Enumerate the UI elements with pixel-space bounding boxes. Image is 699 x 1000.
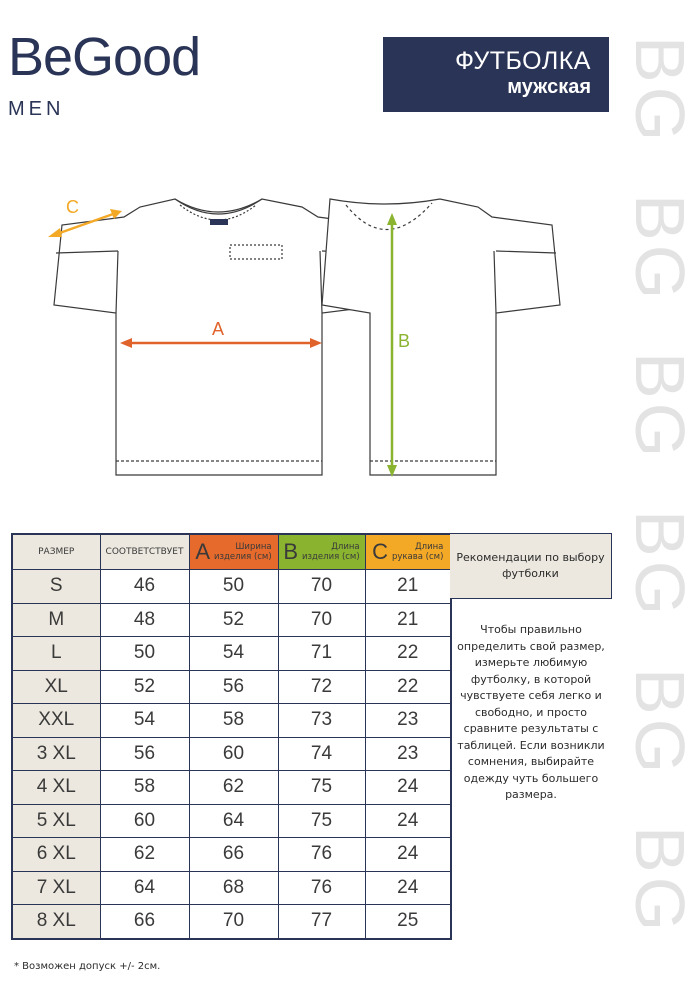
- sleeve-cell: 21: [365, 603, 451, 637]
- recommendations-heading: Рекомендации по выбору футболки: [450, 533, 612, 599]
- header-width: [189, 534, 278, 570]
- size-cell: 3 XL: [12, 737, 100, 771]
- label-c: C: [66, 197, 79, 217]
- equivalent-cell: 50: [100, 637, 189, 671]
- table-row: [12, 871, 451, 905]
- equivalent-cell: 66: [100, 905, 189, 939]
- table-row: [12, 838, 451, 872]
- watermark-text: BG: [621, 352, 699, 462]
- label-b: B: [398, 331, 411, 351]
- equivalent-cell: 60: [100, 804, 189, 838]
- width-cell: 64: [189, 804, 278, 838]
- brand-logo: BeGood: [8, 27, 201, 87]
- equivalent-cell: 62: [100, 838, 189, 872]
- size-table: [11, 533, 452, 940]
- sleeve-cell: 24: [365, 771, 451, 805]
- table-row: [12, 804, 451, 838]
- width-cell: 54: [189, 637, 278, 671]
- header-c-text2: рукава (см): [391, 552, 444, 562]
- length-cell: 70: [278, 603, 365, 637]
- size-cell: L: [12, 637, 100, 671]
- sleeve-cell: 24: [365, 838, 451, 872]
- sleeve-cell: 23: [365, 737, 451, 771]
- length-cell: 71: [278, 637, 365, 671]
- width-cell: 50: [189, 570, 278, 604]
- width-cell: 60: [189, 737, 278, 771]
- table-row: [12, 637, 451, 671]
- watermark-text: BG: [621, 826, 699, 936]
- equivalent-cell: 58: [100, 771, 189, 805]
- length-cell: 74: [278, 737, 365, 771]
- header-length: [278, 534, 365, 570]
- size-cell: S: [12, 570, 100, 604]
- length-cell: 77: [278, 905, 365, 939]
- size-cell: XXL: [12, 704, 100, 738]
- header-a-letter: A: [195, 539, 211, 564]
- table-row: [12, 771, 451, 805]
- length-cell: 75: [278, 804, 365, 838]
- size-cell: 4 XL: [12, 771, 100, 805]
- width-cell: 62: [189, 771, 278, 805]
- sleeve-cell: 24: [365, 804, 451, 838]
- sleeve-cell: 24: [365, 871, 451, 905]
- length-cell: 73: [278, 704, 365, 738]
- equivalent-cell: 64: [100, 871, 189, 905]
- width-cell: 58: [189, 704, 278, 738]
- tshirt-diagram: [40, 185, 570, 485]
- table-row: [12, 704, 451, 738]
- header-a-text2: изделия (см): [214, 552, 272, 562]
- equivalent-cell: 54: [100, 704, 189, 738]
- recommendations-text: Чтобы правильно определить свой размер, измерьте любимую футболку, в которой чувствуете себя легко и свободно, и просто сравните результаты с таблицей. Если возникли сомнения, выбирайте одежду чуть большего размера.: [457, 623, 605, 801]
- watermark-text: BG: [621, 510, 699, 620]
- sleeve-cell: 22: [365, 637, 451, 671]
- table-row: [12, 570, 451, 604]
- table-row: [12, 737, 451, 771]
- table-row: [12, 905, 451, 939]
- watermark-text: BG: [621, 668, 699, 778]
- sleeve-cell: 25: [365, 905, 451, 939]
- header-sleeve: [365, 534, 451, 570]
- size-cell: 6 XL: [12, 838, 100, 872]
- header-a-text1: Ширина: [235, 542, 272, 552]
- length-cell: 76: [278, 838, 365, 872]
- length-cell: 72: [278, 670, 365, 704]
- product-title: ФУТБОЛКА: [455, 47, 591, 75]
- sleeve-cell: 22: [365, 670, 451, 704]
- equivalent-cell: 48: [100, 603, 189, 637]
- header-b-letter: B: [283, 539, 299, 564]
- watermark-text: BG: [621, 36, 699, 146]
- table-header-row: [12, 534, 451, 570]
- size-cell: XL: [12, 670, 100, 704]
- header-size: РАЗМЕР: [12, 534, 100, 570]
- equivalent-cell: 56: [100, 737, 189, 771]
- equivalent-cell: 46: [100, 570, 189, 604]
- size-cell: 8 XL: [12, 905, 100, 939]
- length-cell: 76: [278, 871, 365, 905]
- footnote: * Возможен допуск +/- 2см.: [14, 961, 161, 972]
- size-cell: 7 XL: [12, 871, 100, 905]
- sleeve-cell: 21: [365, 570, 451, 604]
- brand-line: MEN: [8, 98, 65, 120]
- tshirt-back: [322, 199, 560, 475]
- product-title-box: [383, 37, 609, 112]
- size-cell: 5 XL: [12, 804, 100, 838]
- header-b-text1: Длина: [331, 542, 360, 552]
- watermark-text: BG: [621, 194, 699, 304]
- label-a: A: [212, 319, 225, 339]
- header-c-text1: Длина: [415, 542, 444, 552]
- length-cell: 75: [278, 771, 365, 805]
- header-c-letter: C: [372, 539, 388, 564]
- header-equivalent: СООТВЕТСТВУЕТ: [100, 534, 189, 570]
- header-b-text2: изделия (см): [302, 552, 360, 562]
- sleeve-cell: 23: [365, 704, 451, 738]
- equivalent-cell: 52: [100, 670, 189, 704]
- width-cell: 56: [189, 670, 278, 704]
- length-cell: 70: [278, 570, 365, 604]
- width-cell: 70: [189, 905, 278, 939]
- width-cell: 66: [189, 838, 278, 872]
- table-row: [12, 603, 451, 637]
- product-subtitle: мужская: [507, 76, 591, 98]
- bg-watermark: [621, 0, 699, 1000]
- width-cell: 68: [189, 871, 278, 905]
- size-cell: M: [12, 603, 100, 637]
- table-row: [12, 670, 451, 704]
- width-cell: 52: [189, 603, 278, 637]
